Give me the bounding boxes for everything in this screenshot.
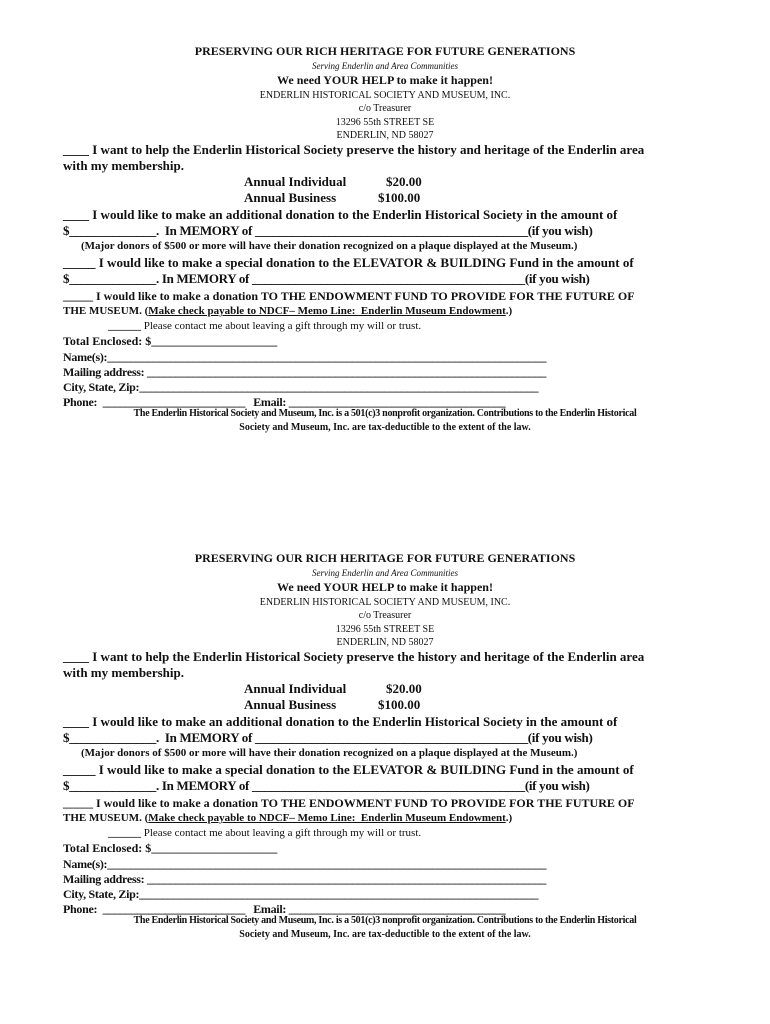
elevator-amount-memory: $______________. In MEMORY of ____________________________________________(if you wish) [63, 778, 590, 793]
annual-individual-label: Annual Individual [244, 681, 347, 696]
nonprofit-footer: The Enderlin Historical Society and Museum, Inc. is a 501(c)3 nonprofit organization. Contributions to the Enderlin Historical [133, 408, 637, 419]
donation-amount-memory: $______________. In MEMORY of ____________________________________________(if you wish) [63, 730, 593, 745]
endowment-option: _____ I would like to make a donation TO THE ENDOWMENT FUND TO PROVIDE FOR THE FUTURE OF [63, 289, 635, 303]
endowment-suffix: .) [505, 305, 513, 317]
names-field: Name(s):_____________________________________________________________________________ [63, 857, 547, 871]
membership-option-cont: with my membership. [63, 665, 184, 680]
elevator-option: _____ I would like to make a special donation to the ELEVATOR & BUILDING Fund in the amount of [63, 255, 634, 270]
gift-option [108, 827, 421, 839]
gift-blank: ______ [108, 827, 141, 839]
total-enclosed-field: Total Enclosed: $_____________________ [63, 841, 278, 855]
annual-business-amount: $100.00 [378, 697, 421, 712]
street-address: 13296 55th STREET SE [335, 624, 435, 635]
annual-business-label: Annual Business [244, 697, 337, 712]
membership-option: ____ I want to help the Enderlin Historical Society preserve the history and heritage of the Enderlin area [63, 649, 645, 664]
help-line: We need YOUR HELP to make it happen! [277, 580, 493, 594]
gift-option [108, 320, 421, 332]
membership-option-cont: with my membership. [63, 158, 184, 173]
org-name: ENDERLIN HISTORICAL SOCIETY AND MUSEUM, INC. [259, 597, 511, 608]
endowment-instructions [63, 305, 512, 317]
elevator-option: _____ I would like to make a special donation to the ELEVATOR & BUILDING Fund in the amount of [63, 762, 634, 777]
endowment-check-note: Make check payable to NDCF– Memo Line: Enderlin Museum Endowment [148, 305, 506, 317]
org-name: ENDERLIN HISTORICAL SOCIETY AND MUSEUM, INC. [259, 90, 511, 101]
form-title: PRESERVING OUR RICH HERITAGE FOR FUTURE GENERATIONS [194, 551, 576, 565]
endowment-prefix: THE MUSEUM. ( [63, 305, 149, 317]
city-state-zip-field: City, State, Zip:______________________________________________________________________ [63, 380, 539, 394]
nonprofit-footer-cont: Society and Museum, Inc. are tax-deductible to the extent of the law. [239, 929, 531, 940]
mailing-address-field: Mailing address: ______________________________________________________________________ [63, 872, 547, 886]
nonprofit-footer: The Enderlin Historical Society and Museum, Inc. is a 501(c)3 nonprofit organization. Contributions to the Enderlin Historical [133, 915, 637, 926]
major-donors-note: (Major donors of $500 or more will have their donation recognized on a plaque displayed at the Museum.) [81, 747, 578, 759]
annual-individual-amount: $20.00 [386, 174, 422, 189]
elevator-amount-memory: $______________. In MEMORY of ____________________________________________(if you wish) [63, 271, 590, 286]
phone-email-field: Phone: _________________________ Email: ______________________________________ [63, 395, 506, 409]
city-state-zip: ENDERLIN, ND 58027 [336, 130, 434, 141]
donation-option: ____ I would like to make an additional donation to the Enderlin Historical Society in the amount of [63, 207, 618, 222]
annual-individual-amount: $20.00 [386, 681, 422, 696]
help-line: We need YOUR HELP to make it happen! [277, 73, 493, 87]
endowment-suffix: .) [505, 812, 513, 824]
endowment-check-note: Make check payable to NDCF– Memo Line: Enderlin Museum Endowment [148, 812, 506, 824]
major-donors-note: (Major donors of $500 or more will have their donation recognized on a plaque displayed at the Museum.) [81, 240, 578, 252]
nonprofit-footer-cont: Society and Museum, Inc. are tax-deductible to the extent of the law. [239, 422, 531, 433]
care-of: c/o Treasurer [358, 610, 412, 621]
endowment-prefix: THE MUSEUM. ( [63, 812, 149, 824]
endowment-instructions [63, 812, 512, 824]
street-address: 13296 55th STREET SE [335, 117, 435, 128]
annual-individual-label: Annual Individual [244, 174, 347, 189]
total-enclosed-field: Total Enclosed: $_____________________ [63, 334, 278, 348]
donation-option: ____ I would like to make an additional donation to the Enderlin Historical Society in the amount of [63, 714, 618, 729]
names-field: Name(s):_____________________________________________________________________________ [63, 350, 547, 364]
mailing-address-field: Mailing address: ______________________________________________________________________ [63, 365, 547, 379]
phone-email-field: Phone: _________________________ Email: ______________________________________ [63, 902, 506, 916]
endowment-option: _____ I would like to make a donation TO THE ENDOWMENT FUND TO PROVIDE FOR THE FUTURE OF [63, 796, 635, 810]
gift-text: Please contact me about leaving a gift through my will or trust. [141, 320, 422, 332]
membership-option: ____ I want to help the Enderlin Historical Society preserve the history and heritage of the Enderlin area [63, 142, 645, 157]
gift-blank: ______ [108, 320, 141, 332]
city-state-zip: ENDERLIN, ND 58027 [336, 637, 434, 648]
form-title: PRESERVING OUR RICH HERITAGE FOR FUTURE GENERATIONS [194, 44, 576, 58]
city-state-zip-field: City, State, Zip:______________________________________________________________________ [63, 887, 539, 901]
form-subtitle: Serving Enderlin and Area Communities [312, 61, 458, 71]
care-of: c/o Treasurer [358, 103, 412, 114]
annual-business-amount: $100.00 [378, 190, 421, 205]
annual-business-label: Annual Business [244, 190, 337, 205]
form-subtitle: Serving Enderlin and Area Communities [312, 568, 458, 578]
donation-amount-memory: $______________. In MEMORY of ____________________________________________(if you wish) [63, 223, 593, 238]
gift-text: Please contact me about leaving a gift through my will or trust. [141, 827, 422, 839]
